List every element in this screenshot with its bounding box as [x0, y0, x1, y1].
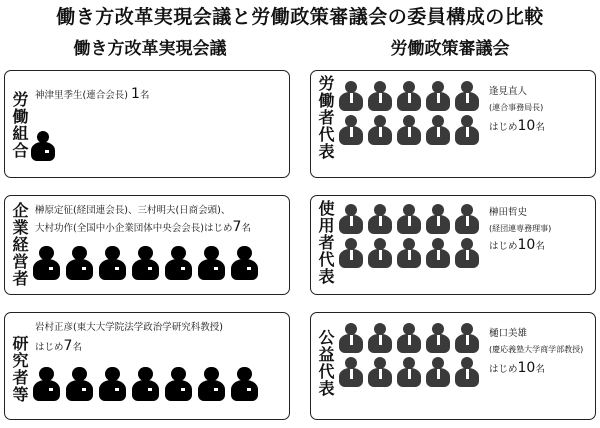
person-icon [397, 238, 421, 268]
member-text [35, 87, 149, 103]
person-icon [397, 81, 421, 111]
person-icon [33, 246, 60, 280]
person-icon [99, 246, 126, 280]
member-count: 1 [130, 86, 140, 102]
panel-worker-reps [310, 70, 596, 178]
member-text [489, 238, 545, 254]
figure-group [339, 204, 479, 268]
person-icon [368, 204, 392, 234]
member-name: 逢見直人 [489, 86, 528, 97]
panel-label: 労働者代表 [316, 75, 335, 160]
panel-label: 研究者等 [10, 335, 29, 403]
person-icon [339, 81, 363, 111]
person-icon [198, 367, 225, 401]
person-icon [455, 204, 479, 234]
person-icon [426, 323, 450, 353]
member-name: 岩村正彦 [35, 322, 74, 333]
member-prefix: はじめ [35, 342, 64, 353]
panel-label: 企業経営者 [10, 202, 29, 287]
member-count: 10 [517, 237, 536, 253]
person-icon [426, 357, 450, 387]
person-icon [397, 204, 421, 234]
person-icon [132, 246, 159, 280]
member-role: (経団連会長) [73, 205, 128, 216]
member-name: 榊田哲史 [489, 207, 528, 218]
member-role: (経団連専務理事) [489, 224, 552, 233]
person-icon [339, 204, 363, 234]
member-unit: 名 [241, 223, 251, 234]
member-count: 7 [63, 338, 73, 354]
panel-public-interest [310, 312, 596, 420]
member-count: 7 [232, 219, 242, 235]
panel-label: 使用者代表 [316, 200, 335, 285]
person-icon [397, 357, 421, 387]
panel-label: 労働組合 [10, 91, 29, 159]
person-icon [66, 367, 93, 401]
person-icon [33, 367, 60, 401]
member-name: 、三村明夫 [127, 205, 176, 216]
member-unit: 名 [535, 364, 545, 375]
person-icon [132, 367, 159, 401]
member-unit: 名 [72, 342, 82, 353]
member-unit: 名 [139, 90, 150, 101]
figure-group [339, 323, 479, 387]
person-icon [339, 323, 363, 353]
member-prefix: はじめ [489, 364, 518, 375]
member-text [489, 361, 545, 377]
panel-researchers [4, 312, 290, 420]
person-icon [368, 238, 392, 268]
member-name: 樋口美雄 [489, 328, 528, 339]
person-icon [455, 323, 479, 353]
person-icon [165, 246, 192, 280]
person-icon [455, 81, 479, 111]
member-prefix: はじめ [489, 122, 518, 133]
member-role: (日商会頭) [175, 205, 221, 216]
person-icon [368, 357, 392, 387]
person-icon [455, 115, 479, 145]
member-prefix: はじめ [203, 223, 233, 234]
person-icon [455, 357, 479, 387]
person-icon [368, 115, 392, 145]
member-unit: 名 [535, 241, 545, 252]
panel-employer-reps [310, 195, 596, 295]
person-icon [426, 204, 450, 234]
person-icon [339, 357, 363, 387]
person-icon [198, 246, 225, 280]
person-icon [426, 81, 450, 111]
member-name: 神津里季生 [35, 90, 83, 101]
left-column-heading: 働き方改革実現会議 [73, 39, 227, 59]
member-sep: 、 [220, 205, 231, 216]
person-icon [426, 115, 450, 145]
person-icon [368, 81, 392, 111]
member-prefix: はじめ [489, 241, 518, 252]
person-icon [397, 323, 421, 353]
person-icon [165, 367, 192, 401]
person-icon [339, 238, 363, 268]
panel-labor-union [4, 70, 290, 178]
member-count: 10 [517, 118, 536, 134]
right-column-heading: 労働政策審議会 [390, 39, 510, 59]
person-icon [426, 238, 450, 268]
member-text [35, 339, 82, 355]
member-role: (東大大学院法学政治学研究科教授) [73, 322, 223, 333]
panel-label: 公益代表 [316, 329, 335, 397]
person-icon [99, 367, 126, 401]
member-text [35, 220, 251, 236]
member-role: (慶応義塾大学商学部教授) [489, 345, 584, 354]
person-icon [339, 115, 363, 145]
member-text [489, 119, 545, 135]
member-name: 大村功作 [35, 223, 74, 234]
person-icon [231, 367, 258, 401]
member-role: (連合会長) [82, 90, 128, 101]
person-icon [31, 131, 55, 161]
figure-group [31, 131, 55, 161]
member-role: (連合事務局長) [489, 103, 544, 112]
figure-group [33, 246, 258, 280]
person-icon [66, 246, 93, 280]
person-icon [231, 246, 258, 280]
person-icon [397, 115, 421, 145]
panel-business [4, 195, 290, 295]
figure-group [33, 367, 258, 401]
figure-group [339, 81, 479, 145]
person-icon [368, 323, 392, 353]
member-text [35, 204, 230, 218]
member-count: 10 [517, 360, 536, 376]
person-icon [455, 238, 479, 268]
member-role: (全国中小企業団体中央会会長) [73, 223, 204, 234]
member-text [35, 321, 223, 335]
page-title: 働き方改革実現会議と労働政策審議会の委員構成の比較 [56, 6, 544, 28]
member-name: 榊原定征 [35, 205, 74, 216]
member-unit: 名 [535, 122, 545, 133]
